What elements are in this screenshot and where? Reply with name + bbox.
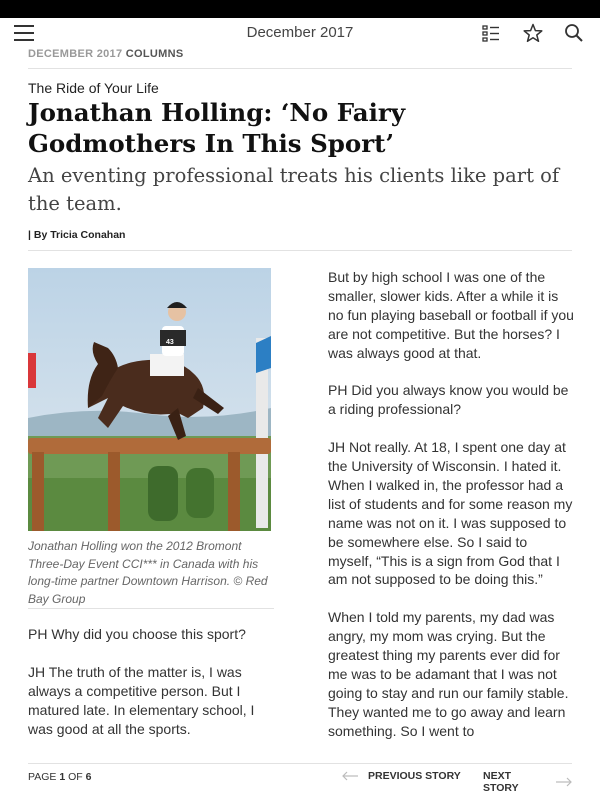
article-headline: Jonathan Holling: ‘No Fairy Godmothers In This Sport’ (28, 98, 406, 158)
section-label (28, 48, 183, 60)
article-body-left (28, 625, 276, 757)
paragraph: PH Did you always know you would be a riding professional? (328, 382, 569, 418)
article-byline: | By Tricia Conahan (28, 229, 126, 241)
paragraph: JH Not really. At 18, I spent one day at the University of Wisconsin. I hated it. When I walked in, the professor had a list of students and for some reason my name was not on it. I was supposed to be somewhere else. So I said to myself, “This is a sign from God that I am not supposed to be doing this.” (328, 439, 573, 588)
issue-title: December 2017 (246, 24, 354, 41)
arrow-left-icon (342, 771, 359, 781)
previous-story-button[interactable] (342, 770, 461, 782)
arrow-right-icon (555, 777, 572, 787)
divider (28, 250, 572, 251)
next-story-button[interactable] (483, 770, 572, 794)
search-icon[interactable] (563, 22, 585, 44)
divider (28, 68, 572, 69)
paragraph: JH The truth of the matter is, I was always a competitive person. But I matured late. In elementary school, I was good at all the sports. (28, 663, 255, 737)
page-total: 6 (85, 771, 92, 783)
photo-caption: Jonathan Holling won the 2012 Bromont Three-Day Event CCI*** in Canada with his long-time partner Downtown Harrison. © Red Bay Group (28, 539, 268, 606)
page-indicator (28, 771, 91, 783)
app-bar (0, 18, 600, 48)
article-kicker: The Ride of Your Life (28, 80, 159, 96)
star-icon[interactable] (522, 22, 544, 44)
table-of-contents-icon[interactable] (480, 22, 502, 44)
page-current: 1 (59, 771, 66, 783)
page-prefix: PAGE (28, 771, 57, 783)
paragraph: When I told my parents, my dad was angry, my mom was crying. But the greatest thing my parents ever did for me was to be adamant that I was not going to stay and run our family stable. They wanted me to go away and learn something. So I went to (328, 609, 569, 739)
section-name[interactable]: COLUMNS (125, 48, 184, 60)
divider (28, 763, 572, 764)
system-status-bar (0, 0, 600, 18)
article-photo[interactable] (28, 268, 271, 531)
paragraph: But by high school I was one of the smaller, slower kids. After a while it is no fun playing baseball or football if you are not competitive. But the horses? I was always good at that. (328, 269, 574, 361)
previous-story-label: PREVIOUS STORY (368, 770, 461, 782)
section-date: DECEMBER 2017 (28, 48, 123, 60)
page-of: OF (68, 771, 83, 783)
hamburger-menu-icon[interactable] (14, 25, 34, 41)
divider (28, 608, 274, 609)
next-story-label: NEXT STORY (483, 770, 519, 794)
paragraph: PH Why did you choose this sport? (28, 626, 246, 642)
article-body-right (328, 268, 574, 750)
article-dek: An eventing professional treats his clients like part of the team. (28, 164, 560, 215)
article-footer (28, 770, 572, 794)
svg-text:43: 43 (166, 339, 174, 346)
